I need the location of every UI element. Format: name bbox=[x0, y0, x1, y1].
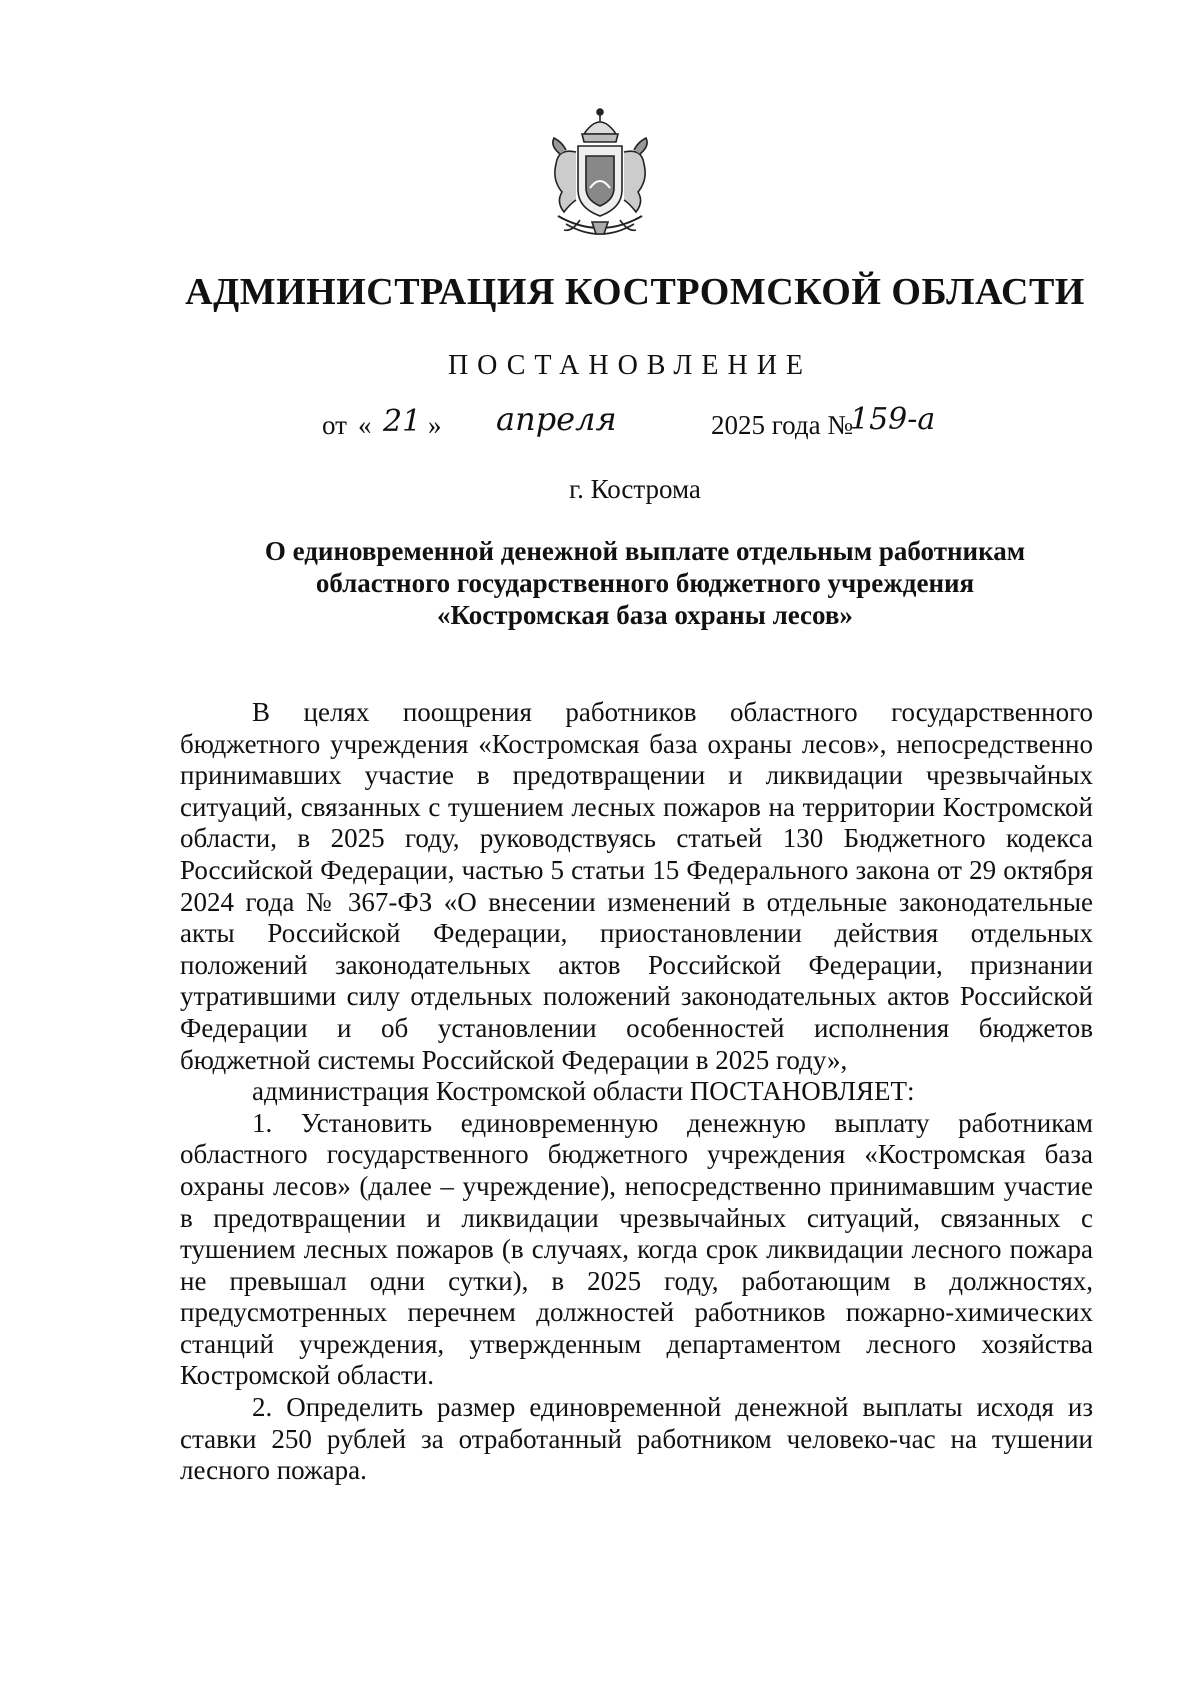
item-1-paragraph: 1. Установить единовременную денежную выплату работникам областного государственного бюджетного учреждения «Костромская база охраны лесов» (далее – учреждение), непосредственно принимавшим участие в предотвращении и ликвидации чрезвычайных ситуаций, связанных с тушением лесных пожаров (в случаях, когда срок ликвидации лесного пожара не превышал одни сутки), в 2025 году, работающим в должностях, предусмотренных перечнем должностей работников пожарно-химических станций учреждения, утвержденным департаментом лесного хозяйства Костромской области. bbox=[180, 1107, 1093, 1391]
document-body bbox=[180, 697, 1093, 1487]
date-number-line bbox=[0, 400, 1200, 448]
date-day-handwritten: 21 bbox=[383, 404, 422, 439]
city-line: г. Кострома bbox=[569, 474, 701, 504]
item-2-paragraph: 2. Определить размер единовременной денежной выплаты исходя из ставки 250 рублей за отработанный работником человеко-час на тушении лесного пожара. bbox=[180, 1392, 1093, 1486]
resolves-paragraph: администрация Костромской области ПОСТАНОВЛЯЕТ: bbox=[252, 1076, 915, 1107]
date-year-label: 2025 года № bbox=[711, 410, 854, 440]
organization-title: АДМИНИСТРАЦИЯ КОСТРОМСКОЙ ОБЛАСТИ bbox=[185, 271, 1085, 313]
document-number-handwritten: 159-а bbox=[850, 402, 936, 437]
subject-line: «Костромская база охраны лесов» bbox=[437, 600, 853, 630]
document-type: ПОСТАНОВЛЕНИЕ bbox=[447, 350, 813, 381]
date-open-quote: « bbox=[358, 410, 372, 440]
date-close-quote: » bbox=[428, 410, 442, 440]
document-subject bbox=[180, 535, 1110, 631]
preamble-paragraph: В целях поощрения работников областного государственного бюджетного учреждения «Костромская база охраны лесов», непосредственно принимавших участие в предотвращении и ликвидации чрезвычайных ситуаций, связанных с тушением лесных пожаров на территории Костромской области, в 2025 году, руководствуясь статьей 130 Бюджетного кодекса Российской Федерации, частью 5 статьи 15 Федерального закона от 29 октября 2024 года № 367-ФЗ «О внесении изменений в отдельные законодательные акты Российской Федерации, приостановлении действия отдельных положений законодательных актов Российской Федерации, признании утратившими силу отдельных положений законодательных актов Российской Федерации и об установлении особенностей исполнения бюджетов бюджетной системы Российской Федерации в 2025 году», bbox=[180, 697, 1093, 1075]
date-month-handwritten: апреля bbox=[496, 400, 617, 438]
subject-line: О единовременной денежной выплате отдельным работникам bbox=[264, 536, 1026, 566]
coat-of-arms-emblem bbox=[536, 104, 664, 246]
subject-line: областного государственного бюджетного учреждения bbox=[315, 568, 975, 598]
date-prefix: от bbox=[322, 410, 347, 440]
